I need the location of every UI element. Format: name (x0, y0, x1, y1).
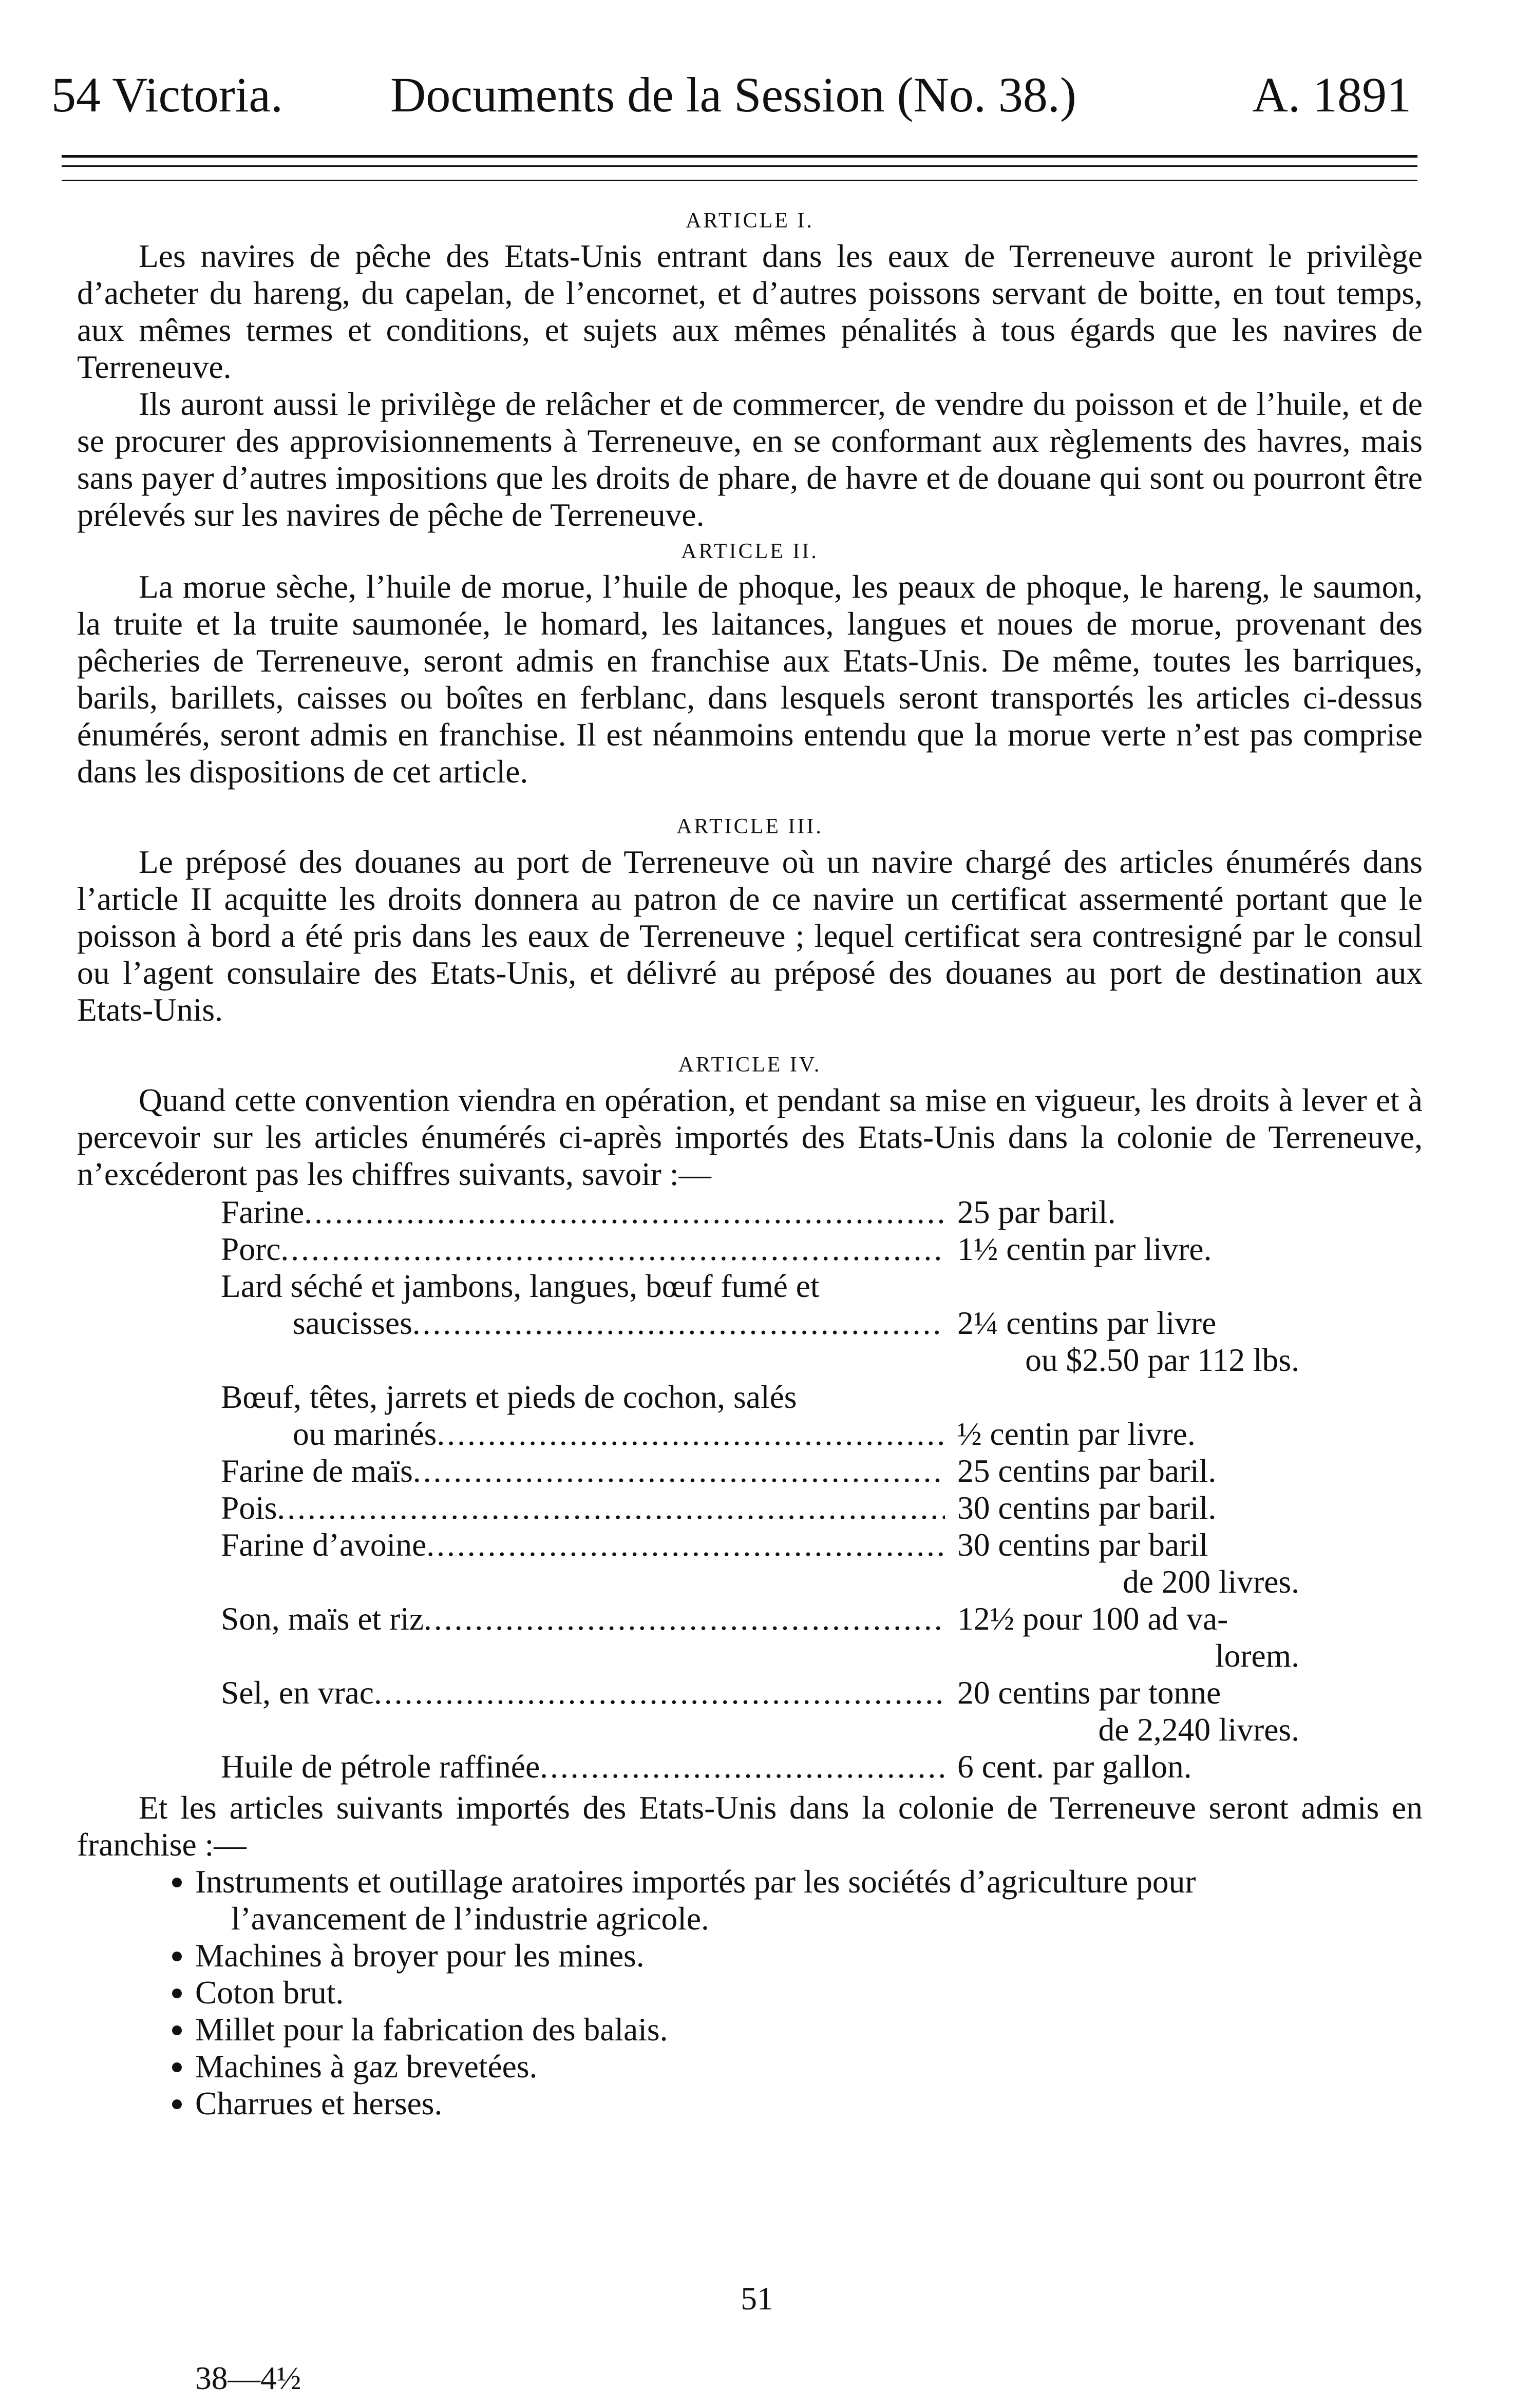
tariff-item (77, 1600, 945, 1637)
tariff-rate-value: 20 centins par tonne (957, 1674, 1221, 1711)
document-body (77, 203, 1423, 2122)
tariff-row (77, 1600, 1423, 1674)
tariff-rate-continuation: de 200 livres. (1123, 1563, 1299, 1600)
dot-leader (437, 1416, 945, 1453)
tariff-rate (945, 1268, 1304, 1379)
tariff-item (77, 1194, 945, 1231)
tariff-rate (945, 1194, 1304, 1231)
tariff-item-label: Huile de pétrole raffinée (221, 1748, 540, 1785)
header-rule (62, 180, 1417, 181)
duty-free-item (195, 2085, 1423, 2122)
tariff-rate-value: 30 centins par baril (957, 1526, 1208, 1563)
tariff-rate (945, 1489, 1304, 1526)
article-1-title: ARTICLE I. (686, 209, 814, 233)
tariff-rate (945, 1600, 1304, 1674)
article-1-paragraph-1: Les navires de pêche des Etats-Unis entrant dans les eaux de Terreneuve auront le privilège d’acheter du hareng, du capelan, de l’encornet, et d’autres poissons servant de boitte, en tout temps, aux mêmes termes et conditions, et sujets aux mêmes pénalités à tous égards que les navires de Terreneuve. (77, 238, 1423, 385)
tariff-row (77, 1748, 1423, 1785)
tariff-rate-value: 25 centins par baril. (957, 1453, 1217, 1489)
duty-free-item (195, 2048, 1423, 2085)
duty-free-item-text: Machines à broyer pour les mines. (195, 1937, 645, 1974)
tariff-item-label: Farine de maïs (221, 1453, 413, 1489)
tariff-item (77, 1748, 945, 1785)
header-document-title: Documents de la Session (No. 38.) (390, 67, 1076, 122)
tariff-item (77, 1674, 945, 1711)
tariff-item (77, 1489, 945, 1526)
header-rule (62, 155, 1417, 158)
tariff-rate-value: 2¼ centins par livre (957, 1305, 1217, 1341)
article-4-paragraph-1: Quand cette convention viendra en opération, et pendant sa mise en vigueur, les droits à lever et à percevoir sur les articles énumérés ci-après importés des Etats-Unis dans la colonie de Terreneuve, n’excéderont pas les chiffres suivants, savoir :— (77, 1082, 1423, 1192)
tariff-item-label: Porc (221, 1231, 281, 1267)
tariff-item-label: Farine (221, 1194, 305, 1230)
dot-leader (280, 1231, 945, 1268)
tariff-rate-continuation: ou $2.50 par 112 lbs. (1025, 1342, 1299, 1378)
duty-free-item (195, 2011, 1423, 2048)
tariff-row (77, 1194, 1423, 1231)
tariff-rate-value: ½ centin par livre. (957, 1416, 1196, 1452)
tariff-row (77, 1231, 1423, 1268)
dot-leader (540, 1748, 945, 1785)
tariff-rate-value: 6 cent. par gallon. (957, 1748, 1192, 1785)
dot-leader (413, 1453, 945, 1489)
dot-leader (424, 1600, 945, 1637)
tariff-item-label: saucisses (293, 1305, 412, 1341)
dot-leader (412, 1305, 945, 1342)
tariff-item (77, 1453, 945, 1489)
duty-free-item (195, 1937, 1423, 1974)
tariff-item-label: ou marinés (293, 1416, 437, 1452)
tariff-rate-continuation: de 2,240 livres. (1098, 1711, 1299, 1748)
page-number: 51 (741, 2280, 773, 2317)
signature-reference: 38—4½ (195, 2360, 301, 2396)
tariff-item-description: Lard séché et jambons, langues, bœuf fumé et (221, 1268, 820, 1304)
dot-leader (277, 1489, 945, 1526)
tariff-rate (945, 1526, 1304, 1600)
duty-free-item-text: Charrues et herses. (195, 2085, 443, 2122)
tariff-row (77, 1526, 1423, 1600)
tariff-row (77, 1453, 1423, 1489)
tariff-rate-value: 12½ pour 100 ad va- (957, 1600, 1228, 1637)
tariff-item-label: Farine d’avoine (221, 1526, 427, 1563)
tariff-row (77, 1674, 1423, 1748)
duty-free-item (195, 1974, 1423, 2011)
tariff-item (77, 1268, 945, 1342)
duty-free-item-text: Millet pour la fabrication des balais. (195, 2011, 668, 2048)
tariff-table (77, 1194, 1423, 1785)
article-1-paragraph-2: Ils auront aussi le privilège de relâcher et de commercer, de vendre du poisson et de l’huile, et de se procurer des approvisionnements à Terreneuve, en se conformant aux règlements des havres, mais sans payer d’autres impositions que les droits de phare, de havre et de douane qui sont ou pourront être prélevés sur les navires de pêche de Terreneuve. (77, 386, 1423, 533)
article-4-paragraph-2: Et les articles suivants importés des Etats-Unis dans la colonie de Terreneuve seront admis en franchise :— (77, 1789, 1423, 1863)
tariff-rate-continuation: lorem. (1215, 1637, 1299, 1674)
tariff-item (77, 1526, 945, 1563)
tariff-item-label: Son, maïs et riz (221, 1600, 424, 1637)
tariff-rate-value: 30 centins par baril. (957, 1489, 1217, 1526)
duty-free-item-continuation: l’avancement de l’industrie agricole. (231, 1900, 709, 1937)
article-4-title: ARTICLE IV. (678, 1053, 822, 1077)
tariff-rate-value: 25 par baril. (957, 1194, 1116, 1230)
duty-free-item-text: Machines à gaz brevetées. (195, 2048, 538, 2085)
tariff-rate (945, 1379, 1304, 1453)
tariff-item-description: Bœuf, têtes, jarrets et pieds de cochon, salés (221, 1379, 797, 1415)
article-3-title: ARTICLE III. (676, 815, 823, 838)
tariff-row (77, 1379, 1423, 1453)
header-rule (62, 165, 1417, 167)
duty-free-item (195, 1863, 1423, 1937)
article-2-title: ARTICLE II. (681, 540, 819, 563)
tariff-rate-value: 1½ centin par livre. (957, 1231, 1212, 1267)
duty-free-item-text: Instruments et outillage aratoires importés par les sociétés d’agriculture pour (195, 1863, 1196, 1900)
duty-free-list (77, 1863, 1423, 2122)
dot-leader (374, 1674, 945, 1711)
article-3-paragraph-1: Le préposé des douanes au port de Terreneuve où un navire chargé des articles énumérés dans l’article II acquitte les droits donnera au patron de ce navire un certificat assermenté portant que le poisson à bord a été pris dans les eaux de Terreneuve ; lequel certificat sera contresigné par le consul ou l’agent consulaire des Etats-Unis, et délivré au préposé des douanes au port de destination aux Etats-Unis. (77, 844, 1423, 1028)
page-header (51, 62, 1411, 128)
tariff-rate (945, 1453, 1304, 1489)
header-year: A. 1891 (1252, 67, 1411, 122)
tariff-item-label: Sel, en vrac (221, 1674, 374, 1711)
tariff-item (77, 1231, 945, 1268)
tariff-row (77, 1489, 1423, 1526)
tariff-item-label: Pois (221, 1489, 277, 1526)
dot-leader (304, 1194, 945, 1231)
tariff-rate (945, 1748, 1304, 1785)
article-2-paragraph-1: La morue sèche, l’huile de morue, l’huile de phoque, les peaux de phoque, le hareng, le saumon, la truite et la truite saumonée, le homard, les laitances, langues et noues de morue, provenant des pêcheries de Terreneuve, seront admis en franchise aux Etats-Unis. De même, toutes les barriques, barils, barillets, caisses ou boîtes en ferblanc, dans lesquels seront transportés les articles ci-dessus énumérés, seront admis en franchise. Il est néanmoins entendu que la morue verte n’est pas comprise dans les dispositions de cet article. (77, 568, 1423, 790)
duty-free-item-text: Coton brut. (195, 1974, 344, 2011)
tariff-rate (945, 1674, 1304, 1748)
tariff-item (77, 1379, 945, 1453)
dot-leader (426, 1526, 945, 1563)
tariff-rate (945, 1231, 1304, 1268)
header-regnal-year: 54 Victoria. (51, 67, 283, 122)
tariff-row (77, 1268, 1423, 1379)
